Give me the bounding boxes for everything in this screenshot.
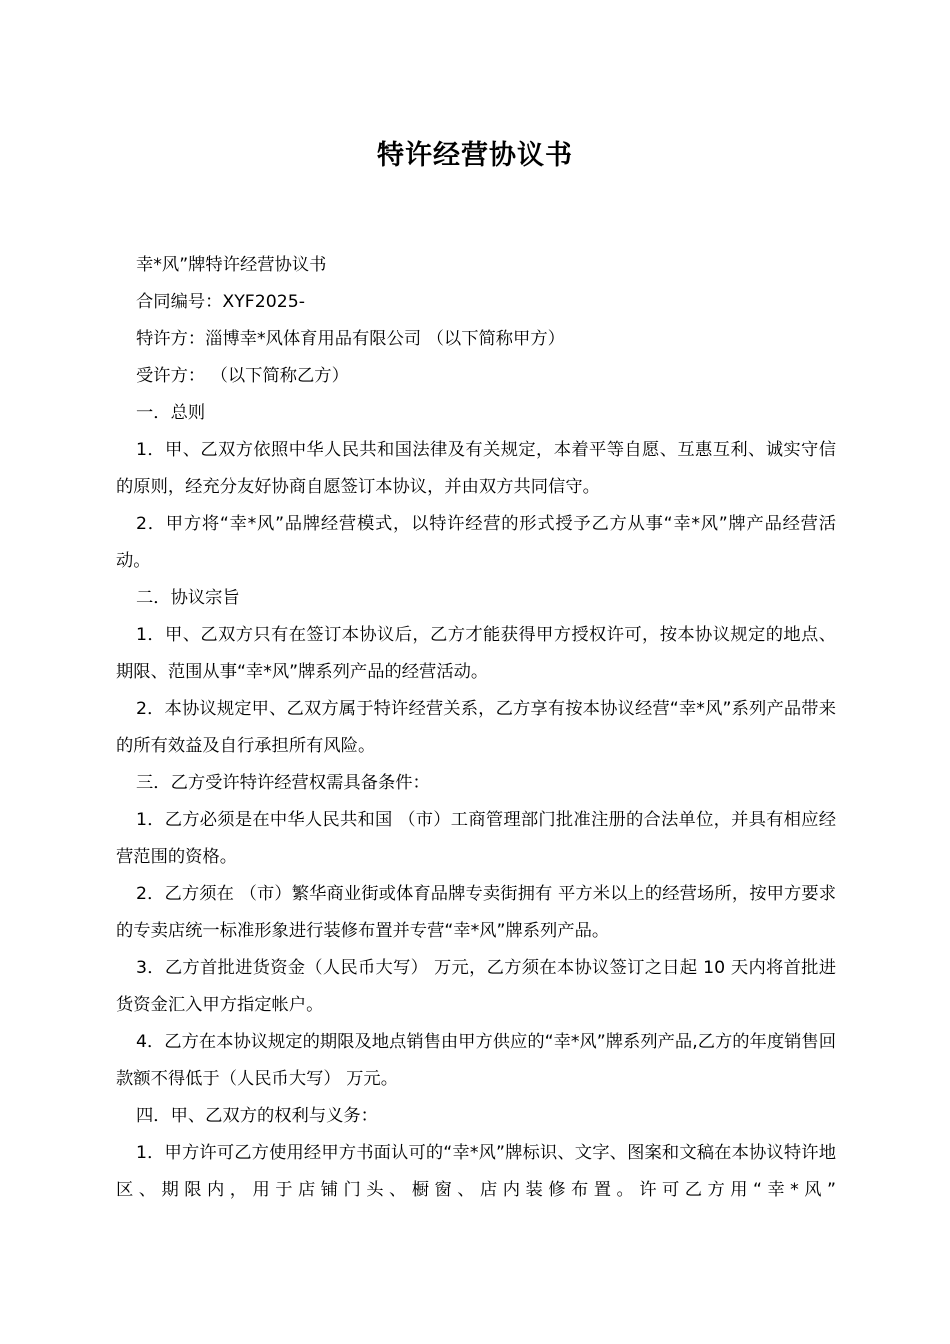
paragraph-purpose-2: 2．本协议规定甲、乙双方属于特许经营关系，乙方享有按本协议经营“幸*风”系列产品带来的所有效益及自行承担所有风险。 (116, 699, 836, 756)
section-heading-conditions: 三．乙方受许特许经营权需具备条件： (136, 773, 430, 793)
paragraph-conditions-4: 4．乙方在本协议规定的期限及地点销售由甲方供应的“幸*风”牌系列产品,乙方的年度销售回款额不得低于（人民币大写） 万元。 (116, 1032, 836, 1089)
paragraph-conditions-1: 1．乙方必须是在中华人民共和国 （市）工商管理部门批准注册的合法单位，并具有相应经营范围的资格。 (116, 810, 836, 867)
section-heading-general: 一．总则 (136, 403, 206, 423)
paragraph-general-2: 2．甲方将“幸*风”品牌经营模式，以特许经营的形式授予乙方从事“幸*风”牌产品经营活动。 (116, 514, 836, 571)
paragraph-franchisee: 受许方： （以下简称乙方） (136, 366, 349, 386)
paragraph-purpose-1: 1．甲、乙双方只有在签订本协议后，乙方才能获得甲方授权许可，按本协议规定的地点、期限、范围从事“幸*风”牌系列产品的经营活动。 (116, 625, 836, 682)
section-heading-purpose: 二．协议宗旨 (136, 588, 240, 608)
paragraph-conditions-2: 2．乙方须在 （市）繁华商业街或体育品牌专卖街拥有 平方米以上的经营场所，按甲方要求的专卖店统一标准形象进行装修布置并专营“幸*风”牌系列产品。 (116, 884, 836, 941)
document-body (116, 247, 836, 1209)
paragraph-general-1: 1．甲、乙双方依照中华人民共和国法律及有关规定，本着平等自愿、互惠互利、诚实守信的原则，经充分友好协商自愿签订本协议，并由双方共同信守。 (116, 440, 836, 497)
paragraph-franchisor: 特许方：淄博幸*风体育用品有限公司 （以下简称甲方） (136, 329, 565, 349)
paragraph-contract-number: 合同编号：XYF2025- (136, 292, 305, 312)
section-heading-rights: 四．甲、乙双方的权利与义务： (136, 1106, 378, 1126)
paragraph-rights-1: 1．甲方许可乙方使用经甲方书面认可的“幸*风”牌标识、文字、图案和文稿在本协议特许地区、期限内，用于店铺门头、橱窗、店内装修布置。许可乙方用“幸*风” (116, 1143, 836, 1200)
paragraph-contract-name: 幸*风”牌特许经营协议书 (136, 255, 327, 275)
paragraph-conditions-3: 3．乙方首批进货资金（人民币大写） 万元，乙方须在本协议签订之日起 10 天内将首批进货资金汇入甲方指定帐户。 (116, 958, 836, 1015)
document-title: 特许经营协议书 (377, 140, 573, 171)
